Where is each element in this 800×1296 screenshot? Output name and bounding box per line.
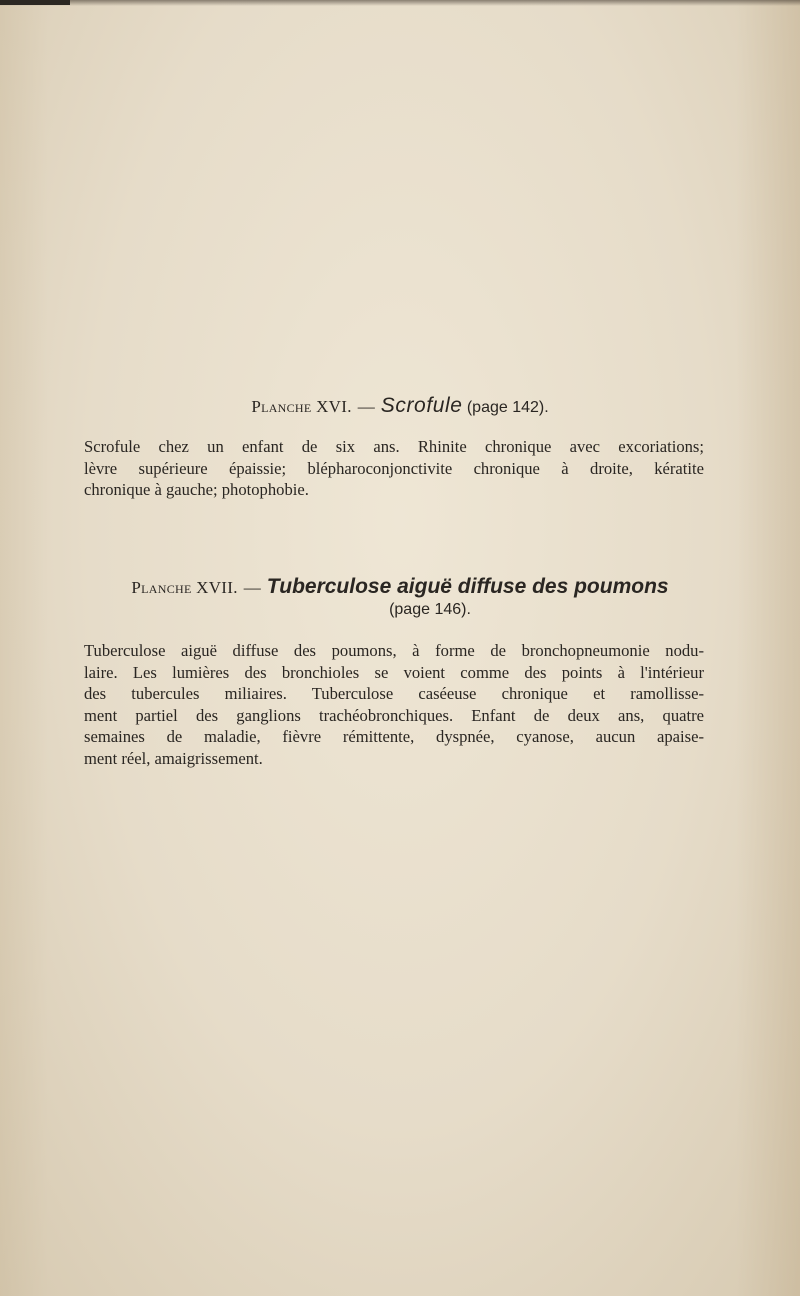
plate-xvii-title: Tuberculose aiguë diffuse des poumons [266,575,669,598]
plate-xvi-description-line: Scrofule chez un enfant de six ans. Rhinite chronique avec excoriations; [84,437,704,456]
plate-xvii-heading [0,576,800,599]
plate-xvii-description-line: Tuberculose aiguë diffuse des poumons, à forme de bronchopneumonie nodu- [84,641,704,660]
plate-xvi-separator: — [357,397,375,416]
plate-xvii-page-ref: (page 146). [389,601,471,618]
plate-xvii-description-line: semaines de maladie, fièvre rémittente, dyspnée, cyanose, aucun apaise- [84,727,704,746]
plate-xvi [0,395,800,419]
plate-xvii-description-line: laire. Les lumières des bronchioles se voient comme des points à l'intérieur [84,662,704,682]
plate-xvi-description-line: chronique à gauche; photophobie. [84,480,309,499]
plate-xvii-description-line: ment réel, amaigrissement. [84,748,263,768]
plate-xvii-description [84,640,704,769]
plate-xvi-page-ref: (page 142). [466,399,549,416]
plate-xvi-description-line: lèvre supérieure épaissie; blépharoconjonctivite chronique à droite, kératite [84,458,704,478]
plate-xvii-separator: — [243,578,261,597]
plate-xvii-label: Planche XVII. [131,578,238,597]
plate-xvi-title: Scrofule [380,394,463,417]
page-corner-mark [0,0,70,5]
plate-xvi-heading [0,395,800,419]
plate-xvii-description-line: des tubercules miliaires. Tuberculose caséeuse chronique et ramollisse- [84,684,704,703]
plate-xvii [0,576,800,621]
plate-xvi-label: Planche XVI. [251,397,352,416]
plate-xvii-description-line: ment partiel des ganglions trachéobronchiques. Enfant de deux ans, quatre [84,705,704,725]
page-top-edge [0,0,800,6]
plate-xvi-description [84,436,704,501]
